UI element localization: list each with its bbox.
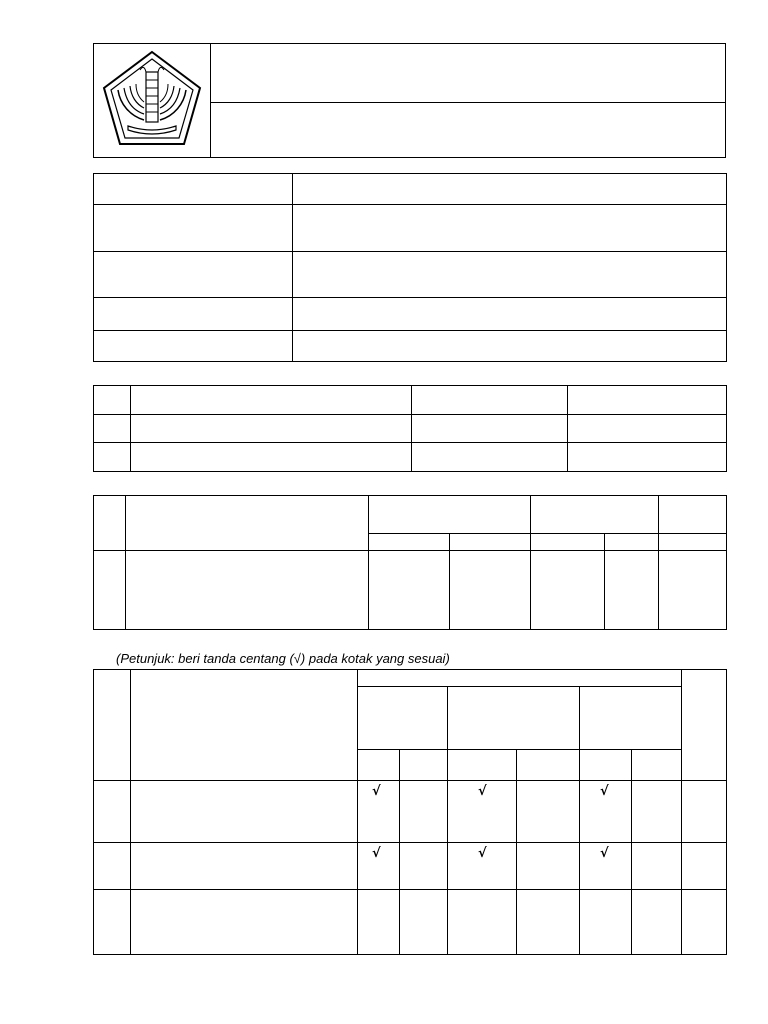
checklist-subheader-cell: [632, 750, 682, 781]
list-cell: [131, 443, 412, 472]
list-table: [93, 385, 727, 472]
checklist-subheader-cell: [448, 750, 517, 781]
info-label-cell: [94, 174, 293, 205]
grouped-header-cell: [369, 496, 531, 534]
list-cell: [131, 386, 412, 415]
row-notes-cell: [682, 843, 727, 890]
list-cell: [412, 415, 568, 443]
grouped-subheader-cell: [450, 534, 531, 551]
checkmark-cell[interactable]: √: [448, 781, 517, 843]
grouped-table: [93, 495, 727, 630]
row-number-cell: [94, 781, 131, 843]
checklist-group-cell: [358, 687, 448, 750]
grouped-subheader-cell: [659, 534, 727, 551]
checklist-row: [94, 843, 727, 890]
grouped-body-cell: [605, 551, 659, 630]
list-cell: [412, 443, 568, 472]
checkmark-cell[interactable]: [400, 890, 448, 955]
row-number-cell: [94, 843, 131, 890]
info-label-cell: [94, 331, 293, 362]
info-label-cell: [94, 298, 293, 331]
checkmark-cell[interactable]: [580, 890, 632, 955]
checkmark-cell[interactable]: √: [358, 781, 400, 843]
checkmark-cell[interactable]: [400, 843, 448, 890]
checklist-header-cell: [131, 670, 358, 781]
checklist-subheader-cell: [517, 750, 580, 781]
checkmark-cell[interactable]: [448, 890, 517, 955]
grouped-body-cell: [450, 551, 531, 630]
list-cell: [94, 386, 131, 415]
checklist-subheader-cell: [400, 750, 448, 781]
info-table: [93, 173, 727, 362]
checkmark-cell[interactable]: [358, 890, 400, 955]
grouped-header-cell: [126, 496, 369, 551]
info-value-cell: [293, 174, 727, 205]
info-value-cell: [293, 252, 727, 298]
checklist-group-cell: [448, 687, 580, 750]
checklist-subheader-cell: [580, 750, 632, 781]
grouped-body-cell: [531, 551, 605, 630]
logo-cell: [94, 44, 211, 158]
list-cell: [568, 415, 727, 443]
checklist-header-cell: [358, 670, 682, 687]
list-cell: [568, 443, 727, 472]
info-value-cell: [293, 331, 727, 362]
checklist-header-cell: [94, 670, 131, 781]
grouped-header-cell: [94, 496, 126, 551]
checkmark-cell[interactable]: [517, 781, 580, 843]
header-subtitle-cell: [211, 103, 726, 158]
checklist-row: [94, 890, 727, 955]
header-title-cell: [211, 44, 726, 103]
checkmark-cell[interactable]: [400, 781, 448, 843]
info-label-cell: [94, 205, 293, 252]
instruction-text: (Petunjuk: beri tanda centang (√) pada kotak yang sesuai): [116, 651, 450, 666]
grouped-subheader-cell: [605, 534, 659, 551]
list-cell: [94, 443, 131, 472]
info-label-cell: [94, 252, 293, 298]
checkmark-cell[interactable]: √: [448, 843, 517, 890]
checklist-group-cell: [580, 687, 682, 750]
grouped-body-cell: [369, 551, 450, 630]
checkmark-cell[interactable]: [632, 890, 682, 955]
row-notes-cell: [682, 781, 727, 843]
checklist-table: [93, 669, 727, 955]
ministry-emblem-icon: [100, 50, 204, 146]
row-description-cell: [131, 890, 358, 955]
checklist-row: [94, 781, 727, 843]
list-cell: [412, 386, 568, 415]
list-cell: [568, 386, 727, 415]
checkmark-cell[interactable]: [632, 843, 682, 890]
grouped-subheader-cell: [531, 534, 605, 551]
checkmark-cell[interactable]: √: [358, 843, 400, 890]
row-description-cell: [131, 781, 358, 843]
info-value-cell: [293, 298, 727, 331]
row-notes-cell: [682, 890, 727, 955]
checkmark-cell[interactable]: √: [580, 781, 632, 843]
row-number-cell: [94, 890, 131, 955]
grouped-header-cell: [659, 496, 727, 534]
row-description-cell: [131, 843, 358, 890]
checklist-subheader-cell: [358, 750, 400, 781]
checkmark-cell[interactable]: [632, 781, 682, 843]
checklist-header-cell: [682, 670, 727, 781]
grouped-body-cell: [126, 551, 369, 630]
header-table: [93, 43, 726, 158]
list-cell: [94, 415, 131, 443]
grouped-body-cell: [94, 551, 126, 630]
checkmark-cell[interactable]: √: [580, 843, 632, 890]
grouped-body-cell: [659, 551, 727, 630]
info-value-cell: [293, 205, 727, 252]
checkmark-cell[interactable]: [517, 843, 580, 890]
checkmark-cell[interactable]: [517, 890, 580, 955]
grouped-subheader-cell: [369, 534, 450, 551]
list-cell: [131, 415, 412, 443]
grouped-header-cell: [531, 496, 659, 534]
